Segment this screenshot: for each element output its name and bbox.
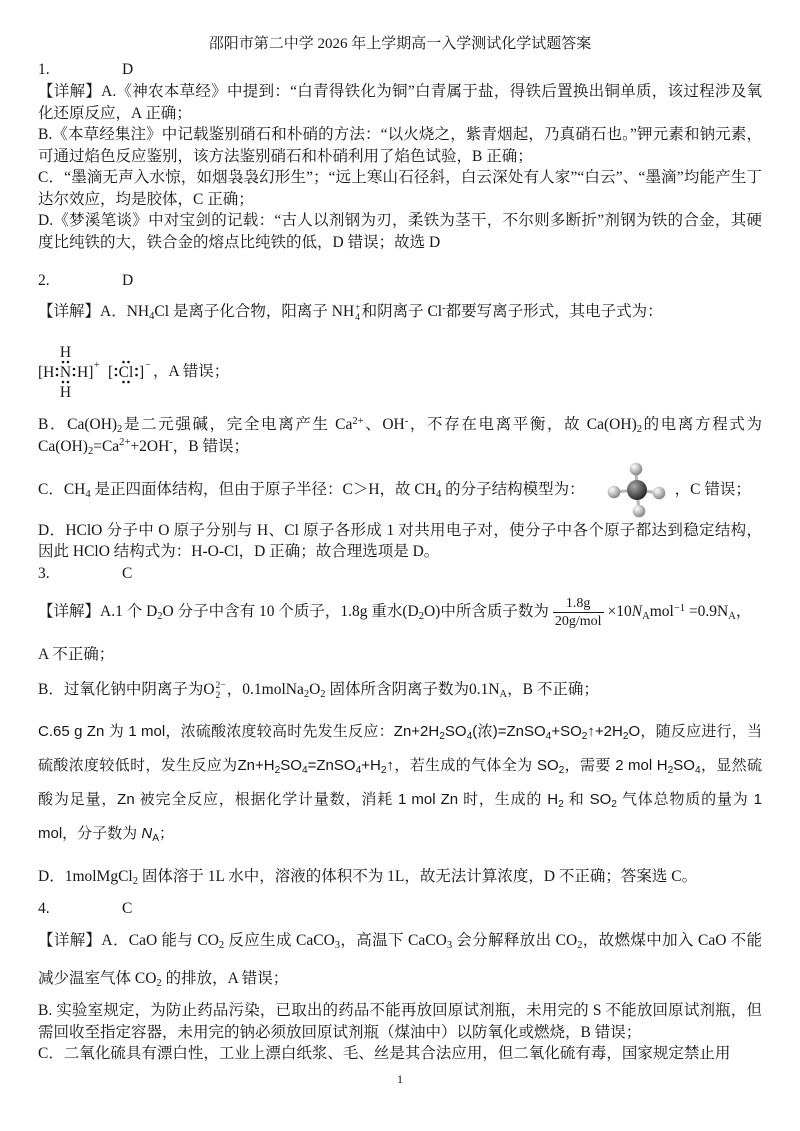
explanation-option-b: B．$Ca(OH)_2$是二元强碱，完全电离产生 $Ca^{2+}$、OH-，不存在电离平衡，故 $Ca(OH)_2$的电离方程式为 $Ca(OH)_2=Ca^{2+}+2OH^-$，B 错误； <box>38 415 762 457</box>
formula-cation-charge: + <box>94 359 100 371</box>
superscript: + <box>355 302 361 314</box>
subscript: 4 <box>545 731 552 743</box>
subscript: 2 <box>274 765 281 777</box>
fraction-numerator: 1.8g <box>565 595 591 611</box>
subscript: 4 <box>355 765 362 777</box>
electron-dot <box>56 367 59 370</box>
subscript: 4 <box>85 488 91 500</box>
electron-dot <box>127 380 130 383</box>
subscript: 2 <box>558 799 564 811</box>
italic-symbol: N <box>631 603 643 621</box>
explanation-option-d: D．1molMgCl$_2$ 固体溶于 1L 水中，溶液的体积不为 1L，故无法计算浓度，D 不正确；答案选 C。 <box>38 868 698 888</box>
subscript: 2 <box>439 731 445 743</box>
question-number: 4. <box>38 900 50 918</box>
electron-dot <box>122 360 125 363</box>
explanation-option-a: 【详解】A．$NH_4Cl$ 是离子化合物，阳离子 NH + 4 和阴离子 Cl-都要写离子形式，其电子式为： <box>38 302 663 324</box>
formula-anion-charge: − <box>145 359 151 371</box>
explanation-option-d: D.《梦溪笔谈》中对宝剑的记载：“古人以剂钢为刃，柔铁为茎干，不尔则多断折”剂钢为铁的合金，其硬度比纯铁的大，铁合金的熔点比纯铁的低，D 错误；故选 D <box>38 212 762 251</box>
question-answer: D <box>122 61 134 78</box>
fraction <box>553 595 604 630</box>
carbon-atom <box>627 480 647 500</box>
formula-bottom-hydrogen: H <box>59 383 72 401</box>
explanation-option-a: 【详解】A.《神农本草经》中提到：“白青得铁化为铜”白青属于盐，得铁后置换出铜单质，该过程涉及氧化还原反应，A 正确； <box>38 83 762 122</box>
electron-dot <box>73 373 76 376</box>
superscript: 2− <box>215 680 226 692</box>
explanation-option-d: D．HClO 分子中 O 原子分别与 H、Cl 原子各形成 1 对共用电子对，使分子中各个原子都达到稳定结构，因此 HClO 结构式为：H-O-Cl，D 正确；故合理选项是 D。 <box>38 521 762 561</box>
electron-dot <box>115 367 118 370</box>
subscript: 4 <box>466 731 473 743</box>
superscript: - <box>442 302 446 314</box>
subscript: 4 <box>301 765 308 777</box>
subscript: 2 <box>636 424 642 436</box>
subscript: 4 <box>694 765 701 777</box>
option-a-result: $\times 10N_Amol^{-1} =0.9N_A$， <box>607 603 752 623</box>
subscript: 2 <box>117 424 123 436</box>
superscript: - <box>404 415 409 427</box>
subscript: 2 <box>611 799 617 811</box>
question-header <box>38 563 762 585</box>
italic-symbol: N <box>141 825 153 843</box>
question-1 <box>38 59 762 253</box>
option-c-text: C．$CH_4$ 是正四面体结构，但由于原子半径：C＞H，故 $CH_4$ 的分子结构模型为： <box>38 480 585 500</box>
subscript: A <box>642 611 650 623</box>
subscript: 2 <box>218 940 225 952</box>
formula-conclusion: ，A 错误； <box>153 362 230 380</box>
option-a-text: 【详解】A.1 个 $D_2O$ 分子中含有 10 个质子，1.8g 重水$(D_2O)$中所含质子数为 <box>38 603 549 623</box>
question-header <box>38 898 762 920</box>
explanation-option-b: B. 实验室规定，为防止药品污染，已取出的药品不能再放回原试剂瓶，未用完的 S 不能放回原试剂瓶，但需回收至指定容器，未用完的钠必须放回原试剂瓶（煤油中）以防氧化或燃烧，B 错误； <box>38 1002 762 1041</box>
question-number: 1. <box>38 61 50 78</box>
formula-nitrogen: N <box>59 363 72 381</box>
subscript: A <box>152 833 159 845</box>
answer-page <box>38 33 762 1090</box>
subscript: 2 <box>577 940 583 952</box>
superscript: 2+ <box>119 437 131 449</box>
electron-dot <box>67 380 70 383</box>
explanation-option-c <box>38 462 762 518</box>
subscript: 3 <box>446 940 453 952</box>
question-answer: C <box>122 564 133 582</box>
subscript: 4 <box>355 312 360 324</box>
question-2 <box>38 270 762 563</box>
nh4cl-electron-formula <box>38 341 153 403</box>
hydrogen-atom <box>607 485 620 498</box>
question-header <box>38 59 762 81</box>
question-3 <box>38 563 762 888</box>
electron-dot <box>122 380 125 383</box>
formula-chlorine: Cl <box>118 363 134 381</box>
subscript: 2 <box>581 731 588 743</box>
subscript: 2 <box>132 876 138 888</box>
subscript: 2 <box>558 765 565 777</box>
stacked-sub-superscript <box>216 681 226 701</box>
superscript: - <box>169 437 173 449</box>
subscript: 2 <box>87 445 94 457</box>
question-4 <box>38 898 762 1065</box>
subscript: 3 <box>334 940 341 952</box>
electron-dot <box>67 360 70 363</box>
explanation-option-b: B．过氧化钠中阴离子为O 2− 2 ，$0.1molNa_2O_2$ 固体所含阴离子数为$0.1N_A$，B 不正确； <box>38 680 599 702</box>
stacked-sub-superscript <box>355 303 360 323</box>
hydrogen-atom <box>632 504 645 517</box>
hydrogen-atom <box>652 486 665 499</box>
option-a-conclusion: A 不正确； <box>38 646 115 664</box>
subscript: 2 <box>667 765 674 777</box>
explanation-option-c: C．“墨滴无声入水惊，如烟袅袅幻形生”；“远上寒山石径斜，白云深处有人家”“白云”、“墨滴”均能产生丁达尔效应，均是胶体，C 正确； <box>38 169 762 208</box>
subscript: 2 <box>156 978 162 990</box>
explanation-option-c: C.65 g Zn 为 1 mol，浓硫酸浓度较高时先发生反应：$Zn+2H_2SO_4$(浓)$=ZnSO_4+SO_2↑+2H_2O$，随反应进行，当硫酸浓度较低时，发生反应为$Zn+H_2SO_4=ZnSO_4+H_2↑$，若生成的气体全为 $SO_2$，需要 2 mol $H_2SO_4$，显然硫酸为足量，Zn 被完全反应，根据化学计量数，消耗 1 mol Zn 时，生成的 $H_2$ 和 $SO_2$ 气体总物质的量为 1 mol，分子数为 $N_A$； <box>38 723 762 845</box>
electron-dot <box>62 380 65 383</box>
subscript: 2 <box>303 689 310 701</box>
formula-right-hydrogen: H] <box>77 363 94 381</box>
page-number: 1 <box>397 1071 403 1086</box>
ch4-ball-stick-model <box>607 462 667 518</box>
subscript: 4 <box>435 488 442 500</box>
fraction-denominator: 20g/mol <box>554 613 602 629</box>
electron-dot <box>135 367 138 370</box>
subscript: A <box>728 611 736 623</box>
explanation-option-b: B.《本草经集注》中记载鉴别硝石和朴硝的方法：“以火烧之，紫青烟起，乃真硝石也。”钾元素和钠元素，可通过焰色反应鉴别，该方法鉴别硝石和朴硝利用了焰色试验，B 正确； <box>38 126 762 165</box>
hydrogen-atom <box>629 462 642 475</box>
formula-left-hydrogen: [H <box>38 363 55 381</box>
electron-dot <box>62 360 65 363</box>
electron-dot <box>56 373 59 376</box>
electron-dot <box>135 373 138 376</box>
subscript: A <box>499 689 508 701</box>
question-answer: C <box>122 900 133 918</box>
subscript: 2 <box>157 611 163 623</box>
superscript: −1 <box>673 603 686 614</box>
formula-anion-open-bracket: [ <box>108 363 114 381</box>
page-title: 邵阳市第二中学 2026 年上学期高一入学测试化学试题答案 <box>208 36 592 52</box>
subscript: 2 <box>320 689 326 701</box>
electron-dot <box>73 367 76 370</box>
subscript: 2 <box>418 611 424 623</box>
question-header <box>38 270 762 292</box>
question-answer: D <box>122 272 134 289</box>
explanation-option-a <box>38 594 762 630</box>
formula-top-hydrogen: H <box>59 343 72 361</box>
electron-dot <box>127 360 130 363</box>
question-number: 3. <box>38 564 50 582</box>
subscript: 2 <box>622 731 629 743</box>
option-c-conclusion: ，C 错误； <box>674 480 751 498</box>
question-number: 2. <box>38 272 50 289</box>
superscript: 2+ <box>352 415 364 427</box>
electron-dot <box>115 373 118 376</box>
subscript: 4 <box>149 311 155 323</box>
explanation-option-c: C．二氧化硫具有漂白性，工业上漂白纸浆、毛、丝是其合法应用，但二氧化硫有毒，国家规定禁止用 <box>38 1045 731 1063</box>
formula-anion-close-bracket: ] <box>139 363 145 381</box>
subscript: 2 <box>380 765 387 777</box>
electron-formula-row <box>38 341 762 403</box>
subscript: 2 <box>215 690 221 702</box>
explanation-option-a: 【详解】A．CaO 能与 $CO_2$ 反应生成 CaCO$_3$，高温下 CaCO$_3$ 会分解释放出 $CO_2$，故燃煤中加入 CaO 不能减少温室气体 $CO_2$ 的排放，A 错误； <box>38 932 762 990</box>
